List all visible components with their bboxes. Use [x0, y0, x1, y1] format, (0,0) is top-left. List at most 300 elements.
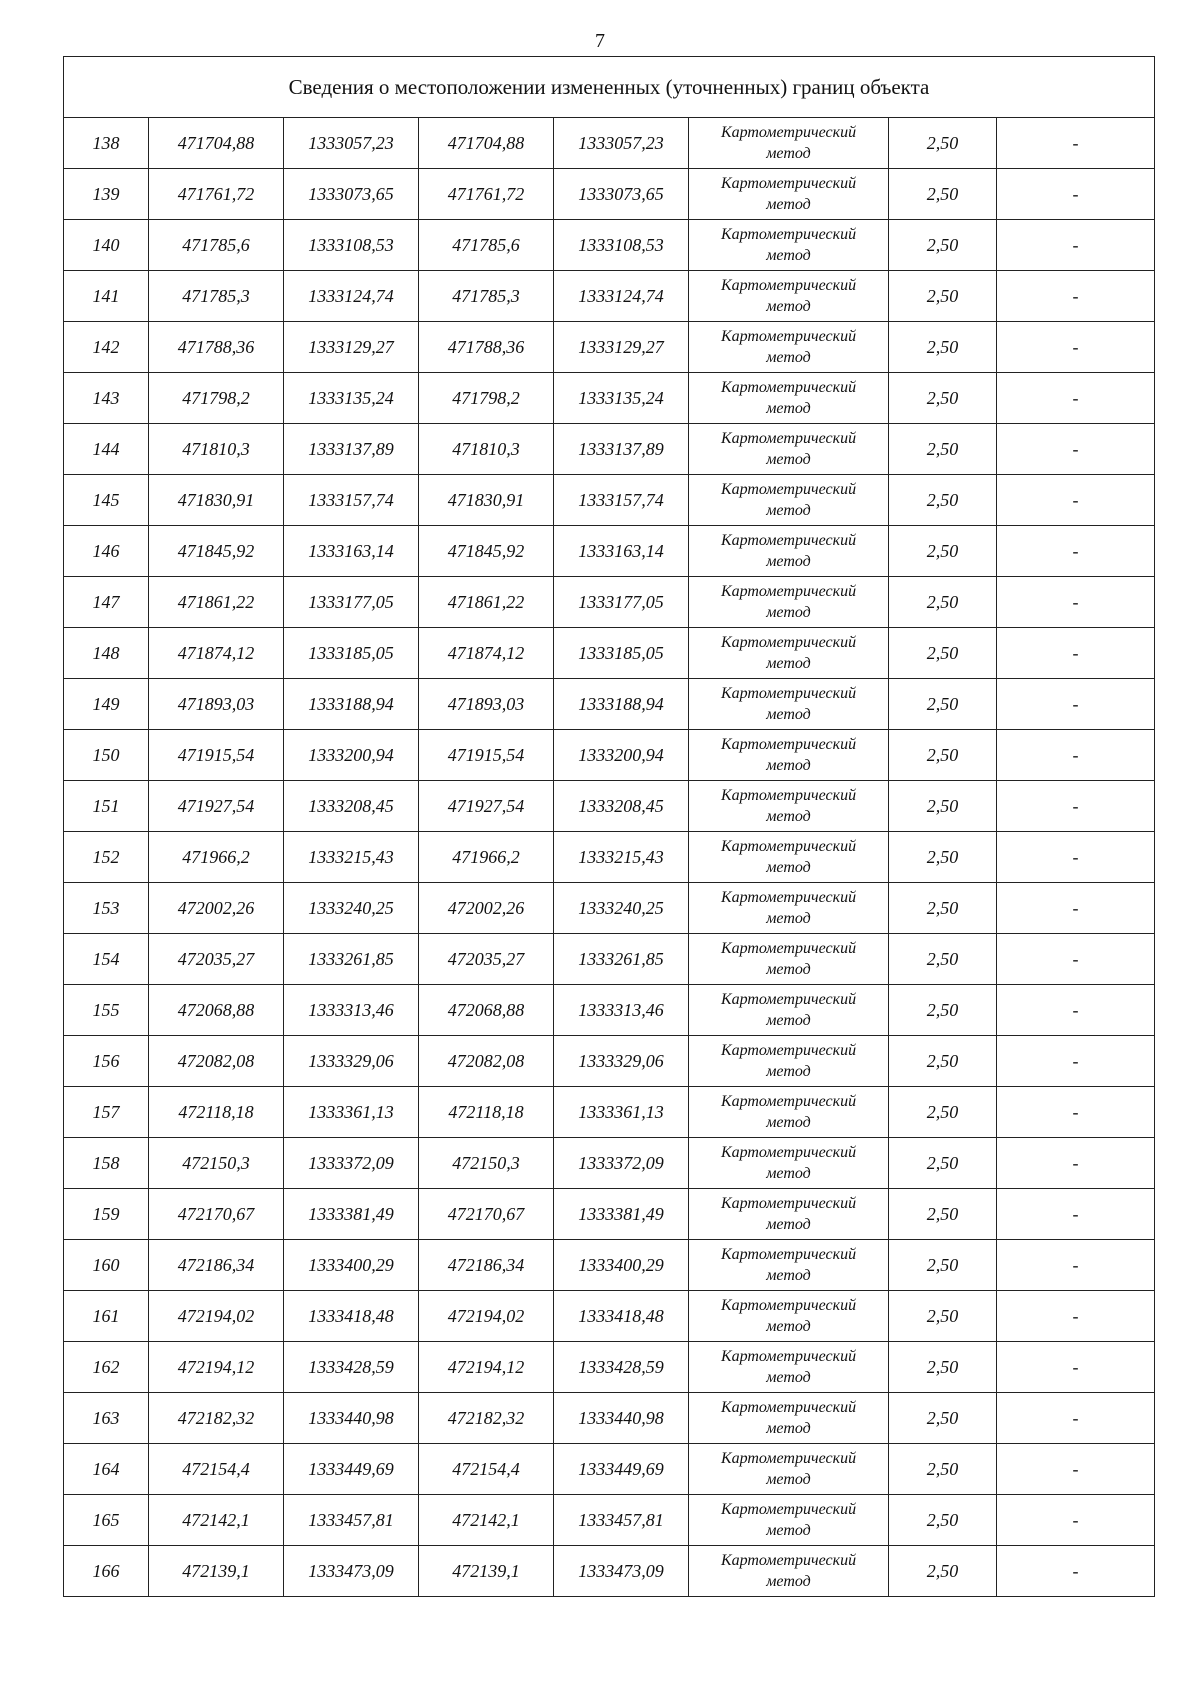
method-text: метод — [766, 808, 811, 825]
method-text: метод — [766, 1114, 811, 1131]
method-cell — [689, 781, 889, 832]
method-text: Картометрический — [720, 1552, 857, 1569]
existing-y-cell: 1333240,25 — [284, 883, 419, 934]
point-number-cell: 145 — [64, 475, 149, 526]
existing-y-cell: 1333129,27 — [284, 322, 419, 373]
note-cell: - — [997, 373, 1155, 424]
method-cell — [689, 934, 889, 985]
point-number-cell: 148 — [64, 628, 149, 679]
existing-x-cell: 471810,3 — [149, 424, 284, 475]
note-cell: - — [997, 1291, 1155, 1342]
accuracy-cell: 2,50 — [889, 169, 997, 220]
refined-y-cell: 1333381,49 — [554, 1189, 689, 1240]
table-row — [64, 679, 1155, 730]
existing-y-cell: 1333473,09 — [284, 1546, 419, 1597]
method-text: Картометрический — [720, 481, 857, 498]
refined-y-cell: 1333313,46 — [554, 985, 689, 1036]
method-cell — [689, 1138, 889, 1189]
existing-x-cell: 471927,54 — [149, 781, 284, 832]
existing-x-cell: 471893,03 — [149, 679, 284, 730]
refined-y-cell: 1333200,94 — [554, 730, 689, 781]
method-text: Картометрический — [720, 175, 857, 192]
existing-x-cell: 472170,67 — [149, 1189, 284, 1240]
existing-x-cell: 471861,22 — [149, 577, 284, 628]
method-cell — [689, 1444, 889, 1495]
accuracy-cell: 2,50 — [889, 781, 997, 832]
refined-x-cell: 472139,1 — [419, 1546, 554, 1597]
note-cell: - — [997, 424, 1155, 475]
point-number-cell: 157 — [64, 1087, 149, 1138]
table-row — [64, 1189, 1155, 1240]
method-text: метод — [766, 553, 811, 570]
method-text: метод — [766, 298, 811, 315]
accuracy-cell: 2,50 — [889, 424, 997, 475]
table-row — [64, 1342, 1155, 1393]
method-text: метод — [766, 961, 811, 978]
accuracy-cell: 2,50 — [889, 1546, 997, 1597]
point-number-cell: 153 — [64, 883, 149, 934]
existing-y-cell: 1333313,46 — [284, 985, 419, 1036]
refined-x-cell: 471704,88 — [419, 118, 554, 169]
existing-x-cell: 471788,36 — [149, 322, 284, 373]
method-text: Картометрический — [720, 532, 857, 549]
refined-y-cell: 1333428,59 — [554, 1342, 689, 1393]
point-number-cell: 156 — [64, 1036, 149, 1087]
note-cell: - — [997, 1189, 1155, 1240]
note-cell: - — [997, 832, 1155, 883]
accuracy-cell: 2,50 — [889, 883, 997, 934]
existing-x-cell: 471966,2 — [149, 832, 284, 883]
point-number-cell: 154 — [64, 934, 149, 985]
table-row — [64, 730, 1155, 781]
existing-x-cell: 471761,72 — [149, 169, 284, 220]
refined-x-cell: 471966,2 — [419, 832, 554, 883]
point-number-cell: 166 — [64, 1546, 149, 1597]
existing-y-cell: 1333108,53 — [284, 220, 419, 271]
method-text: метод — [766, 1318, 811, 1335]
existing-x-cell: 471785,6 — [149, 220, 284, 271]
existing-x-cell: 472150,3 — [149, 1138, 284, 1189]
existing-x-cell: 471915,54 — [149, 730, 284, 781]
refined-x-cell: 472182,32 — [419, 1393, 554, 1444]
method-text: Картометрический — [720, 583, 857, 600]
refined-x-cell: 471830,91 — [419, 475, 554, 526]
point-number-cell: 147 — [64, 577, 149, 628]
existing-x-cell: 472154,4 — [149, 1444, 284, 1495]
method-cell — [689, 1036, 889, 1087]
existing-x-cell: 471785,3 — [149, 271, 284, 322]
table-row — [64, 832, 1155, 883]
existing-x-cell: 472194,12 — [149, 1342, 284, 1393]
table-row — [64, 1495, 1155, 1546]
table-row — [64, 1546, 1155, 1597]
existing-y-cell: 1333073,65 — [284, 169, 419, 220]
method-cell — [689, 832, 889, 883]
method-text: метод — [766, 1063, 811, 1080]
refined-y-cell: 1333073,65 — [554, 169, 689, 220]
method-text: Картометрический — [720, 889, 857, 906]
note-cell: - — [997, 577, 1155, 628]
point-number-cell: 158 — [64, 1138, 149, 1189]
method-text: метод — [766, 1369, 811, 1386]
existing-y-cell: 1333361,13 — [284, 1087, 419, 1138]
accuracy-cell: 2,50 — [889, 220, 997, 271]
table-row — [64, 271, 1155, 322]
refined-y-cell: 1333157,74 — [554, 475, 689, 526]
method-text: Картометрический — [720, 787, 857, 804]
table-row — [64, 118, 1155, 169]
method-text: Картометрический — [720, 1246, 857, 1263]
method-text: Картометрический — [720, 277, 857, 294]
refined-y-cell: 1333129,27 — [554, 322, 689, 373]
table-row — [64, 424, 1155, 475]
boundary-coordinates-table — [63, 56, 1155, 1597]
note-cell: - — [997, 271, 1155, 322]
accuracy-cell: 2,50 — [889, 1495, 997, 1546]
accuracy-cell: 2,50 — [889, 1189, 997, 1240]
method-text: Картометрический — [720, 1501, 857, 1518]
point-number-cell: 151 — [64, 781, 149, 832]
existing-x-cell: 472186,34 — [149, 1240, 284, 1291]
method-text: метод — [766, 1573, 811, 1590]
method-text: метод — [766, 604, 811, 621]
refined-y-cell: 1333372,09 — [554, 1138, 689, 1189]
refined-y-cell: 1333208,45 — [554, 781, 689, 832]
refined-x-cell: 472194,02 — [419, 1291, 554, 1342]
method-cell — [689, 679, 889, 730]
refined-x-cell: 472142,1 — [419, 1495, 554, 1546]
refined-y-cell: 1333057,23 — [554, 118, 689, 169]
table-row — [64, 1087, 1155, 1138]
refined-x-cell: 472150,3 — [419, 1138, 554, 1189]
refined-y-cell: 1333440,98 — [554, 1393, 689, 1444]
existing-y-cell: 1333177,05 — [284, 577, 419, 628]
refined-x-cell: 472082,08 — [419, 1036, 554, 1087]
method-text: метод — [766, 706, 811, 723]
method-text: метод — [766, 910, 811, 927]
method-cell — [689, 373, 889, 424]
note-cell: - — [997, 1342, 1155, 1393]
point-number-cell: 164 — [64, 1444, 149, 1495]
point-number-cell: 144 — [64, 424, 149, 475]
method-text: Картометрический — [720, 430, 857, 447]
method-text: метод — [766, 1420, 811, 1437]
point-number-cell: 146 — [64, 526, 149, 577]
table-row — [64, 1444, 1155, 1495]
method-cell — [689, 220, 889, 271]
refined-y-cell: 1333177,05 — [554, 577, 689, 628]
method-text: метод — [766, 1267, 811, 1284]
existing-y-cell: 1333400,29 — [284, 1240, 419, 1291]
accuracy-cell: 2,50 — [889, 1036, 997, 1087]
refined-y-cell: 1333185,05 — [554, 628, 689, 679]
accuracy-cell: 2,50 — [889, 322, 997, 373]
existing-x-cell: 472182,32 — [149, 1393, 284, 1444]
refined-x-cell: 471893,03 — [419, 679, 554, 730]
table-row — [64, 1036, 1155, 1087]
method-text: метод — [766, 859, 811, 876]
table-row — [64, 322, 1155, 373]
method-text: Картометрический — [720, 991, 857, 1008]
existing-y-cell: 1333449,69 — [284, 1444, 419, 1495]
accuracy-cell: 2,50 — [889, 934, 997, 985]
refined-x-cell: 472186,34 — [419, 1240, 554, 1291]
accuracy-cell: 2,50 — [889, 1444, 997, 1495]
refined-x-cell: 471845,92 — [419, 526, 554, 577]
accuracy-cell: 2,50 — [889, 118, 997, 169]
table-row — [64, 526, 1155, 577]
accuracy-cell: 2,50 — [889, 526, 997, 577]
method-text: Картометрический — [720, 1195, 857, 1212]
accuracy-cell: 2,50 — [889, 1240, 997, 1291]
note-cell: - — [997, 730, 1155, 781]
accuracy-cell: 2,50 — [889, 475, 997, 526]
method-cell — [689, 628, 889, 679]
accuracy-cell: 2,50 — [889, 628, 997, 679]
refined-x-cell: 471788,36 — [419, 322, 554, 373]
table-row — [64, 883, 1155, 934]
point-number-cell: 149 — [64, 679, 149, 730]
note-cell: - — [997, 679, 1155, 730]
note-cell: - — [997, 1546, 1155, 1597]
method-text: Картометрический — [720, 124, 857, 141]
method-cell — [689, 577, 889, 628]
note-cell: - — [997, 1495, 1155, 1546]
note-cell: - — [997, 1393, 1155, 1444]
method-text: метод — [766, 349, 811, 366]
method-text: метод — [766, 247, 811, 264]
method-cell — [689, 1240, 889, 1291]
method-text: метод — [766, 1522, 811, 1539]
existing-x-cell: 471845,92 — [149, 526, 284, 577]
table-row — [64, 1291, 1155, 1342]
table-row — [64, 577, 1155, 628]
method-cell — [689, 730, 889, 781]
refined-x-cell: 471927,54 — [419, 781, 554, 832]
accuracy-cell: 2,50 — [889, 1393, 997, 1444]
table-row — [64, 1393, 1155, 1444]
refined-y-cell: 1333457,81 — [554, 1495, 689, 1546]
refined-y-cell: 1333418,48 — [554, 1291, 689, 1342]
existing-y-cell: 1333185,05 — [284, 628, 419, 679]
existing-y-cell: 1333057,23 — [284, 118, 419, 169]
existing-y-cell: 1333137,89 — [284, 424, 419, 475]
note-cell: - — [997, 220, 1155, 271]
method-text: Картометрический — [720, 328, 857, 345]
refined-x-cell: 471785,6 — [419, 220, 554, 271]
existing-y-cell: 1333188,94 — [284, 679, 419, 730]
method-cell — [689, 1393, 889, 1444]
point-number-cell: 143 — [64, 373, 149, 424]
accuracy-cell: 2,50 — [889, 985, 997, 1036]
existing-y-cell: 1333418,48 — [284, 1291, 419, 1342]
method-cell — [689, 1546, 889, 1597]
note-cell: - — [997, 322, 1155, 373]
note-cell: - — [997, 883, 1155, 934]
note-cell: - — [997, 1087, 1155, 1138]
refined-y-cell: 1333135,24 — [554, 373, 689, 424]
accuracy-cell: 2,50 — [889, 577, 997, 628]
method-cell — [689, 169, 889, 220]
existing-x-cell: 472035,27 — [149, 934, 284, 985]
note-cell: - — [997, 781, 1155, 832]
method-cell — [689, 475, 889, 526]
refined-y-cell: 1333329,06 — [554, 1036, 689, 1087]
method-text: метод — [766, 1471, 811, 1488]
existing-x-cell: 471798,2 — [149, 373, 284, 424]
method-text: Картометрический — [720, 1144, 857, 1161]
point-number-cell: 141 — [64, 271, 149, 322]
existing-x-cell: 472082,08 — [149, 1036, 284, 1087]
refined-x-cell: 471798,2 — [419, 373, 554, 424]
method-text: Картометрический — [720, 1093, 857, 1110]
method-text: метод — [766, 1165, 811, 1182]
table-row — [64, 934, 1155, 985]
note-cell: - — [997, 118, 1155, 169]
accuracy-cell: 2,50 — [889, 730, 997, 781]
method-text: метод — [766, 451, 811, 468]
table-row — [64, 220, 1155, 271]
point-number-cell: 160 — [64, 1240, 149, 1291]
method-cell — [689, 424, 889, 475]
note-cell: - — [997, 628, 1155, 679]
existing-x-cell: 472142,1 — [149, 1495, 284, 1546]
method-text: Картометрический — [720, 226, 857, 243]
method-text: Картометрический — [720, 838, 857, 855]
table-row — [64, 1138, 1155, 1189]
refined-y-cell: 1333137,89 — [554, 424, 689, 475]
method-text: Картометрический — [720, 685, 857, 702]
method-cell — [689, 1189, 889, 1240]
page-number: 7 — [595, 30, 605, 52]
existing-x-cell: 472002,26 — [149, 883, 284, 934]
point-number-cell: 142 — [64, 322, 149, 373]
point-number-cell: 162 — [64, 1342, 149, 1393]
method-text: метод — [766, 1012, 811, 1029]
method-text: метод — [766, 196, 811, 213]
refined-x-cell: 472170,67 — [419, 1189, 554, 1240]
refined-y-cell: 1333163,14 — [554, 526, 689, 577]
note-cell: - — [997, 526, 1155, 577]
method-cell — [689, 322, 889, 373]
table-row — [64, 781, 1155, 832]
method-text: Картометрический — [720, 1450, 857, 1467]
accuracy-cell: 2,50 — [889, 1291, 997, 1342]
method-cell — [689, 271, 889, 322]
method-text: Картометрический — [720, 634, 857, 651]
existing-y-cell: 1333457,81 — [284, 1495, 419, 1546]
refined-x-cell: 472118,18 — [419, 1087, 554, 1138]
method-text: метод — [766, 655, 811, 672]
accuracy-cell: 2,50 — [889, 1138, 997, 1189]
refined-x-cell: 471874,12 — [419, 628, 554, 679]
refined-x-cell: 472035,27 — [419, 934, 554, 985]
accuracy-cell: 2,50 — [889, 832, 997, 883]
method-cell — [689, 1342, 889, 1393]
refined-y-cell: 1333240,25 — [554, 883, 689, 934]
refined-y-cell: 1333449,69 — [554, 1444, 689, 1495]
existing-y-cell: 1333124,74 — [284, 271, 419, 322]
method-text: метод — [766, 1216, 811, 1233]
method-cell — [689, 883, 889, 934]
existing-y-cell: 1333135,24 — [284, 373, 419, 424]
accuracy-cell: 2,50 — [889, 679, 997, 730]
refined-x-cell: 471761,72 — [419, 169, 554, 220]
existing-x-cell: 472068,88 — [149, 985, 284, 1036]
point-number-cell: 139 — [64, 169, 149, 220]
method-text: Картометрический — [720, 1348, 857, 1365]
method-text: Картометрический — [720, 940, 857, 957]
method-text: Картометрический — [720, 1042, 857, 1059]
table-row — [64, 628, 1155, 679]
method-cell — [689, 1087, 889, 1138]
refined-y-cell: 1333188,94 — [554, 679, 689, 730]
refined-y-cell: 1333261,85 — [554, 934, 689, 985]
method-text: метод — [766, 502, 811, 519]
existing-y-cell: 1333157,74 — [284, 475, 419, 526]
point-number-cell: 150 — [64, 730, 149, 781]
accuracy-cell: 2,50 — [889, 271, 997, 322]
refined-y-cell: 1333361,13 — [554, 1087, 689, 1138]
note-cell: - — [997, 1036, 1155, 1087]
note-cell: - — [997, 985, 1155, 1036]
refined-y-cell: 1333215,43 — [554, 832, 689, 883]
existing-y-cell: 1333261,85 — [284, 934, 419, 985]
existing-x-cell: 472139,1 — [149, 1546, 284, 1597]
refined-x-cell: 472002,26 — [419, 883, 554, 934]
method-text: Картометрический — [720, 379, 857, 396]
method-text: Картометрический — [720, 1399, 857, 1416]
accuracy-cell: 2,50 — [889, 373, 997, 424]
existing-y-cell: 1333215,43 — [284, 832, 419, 883]
accuracy-cell: 2,50 — [889, 1087, 997, 1138]
note-cell: - — [997, 934, 1155, 985]
method-text: Картометрический — [720, 1297, 857, 1314]
point-number-cell: 159 — [64, 1189, 149, 1240]
note-cell: - — [997, 475, 1155, 526]
point-number-cell: 140 — [64, 220, 149, 271]
existing-y-cell: 1333208,45 — [284, 781, 419, 832]
existing-y-cell: 1333329,06 — [284, 1036, 419, 1087]
refined-x-cell: 471915,54 — [419, 730, 554, 781]
table-title-row — [64, 57, 1155, 118]
method-text: метод — [766, 400, 811, 417]
existing-y-cell: 1333163,14 — [284, 526, 419, 577]
table-row — [64, 169, 1155, 220]
method-cell — [689, 1495, 889, 1546]
table-row — [64, 373, 1155, 424]
refined-y-cell: 1333400,29 — [554, 1240, 689, 1291]
method-text: Картометрический — [720, 736, 857, 753]
method-cell — [689, 1291, 889, 1342]
table-row — [64, 985, 1155, 1036]
point-number-cell: 155 — [64, 985, 149, 1036]
table-row — [64, 1240, 1155, 1291]
refined-x-cell: 471861,22 — [419, 577, 554, 628]
refined-x-cell: 472068,88 — [419, 985, 554, 1036]
method-text: метод — [766, 757, 811, 774]
method-text: метод — [766, 145, 811, 162]
point-number-cell: 152 — [64, 832, 149, 883]
refined-x-cell: 471810,3 — [419, 424, 554, 475]
existing-x-cell: 471874,12 — [149, 628, 284, 679]
method-cell — [689, 526, 889, 577]
existing-y-cell: 1333381,49 — [284, 1189, 419, 1240]
refined-x-cell: 471785,3 — [419, 271, 554, 322]
refined-y-cell: 1333473,09 — [554, 1546, 689, 1597]
existing-x-cell: 472118,18 — [149, 1087, 284, 1138]
refined-y-cell: 1333124,74 — [554, 271, 689, 322]
